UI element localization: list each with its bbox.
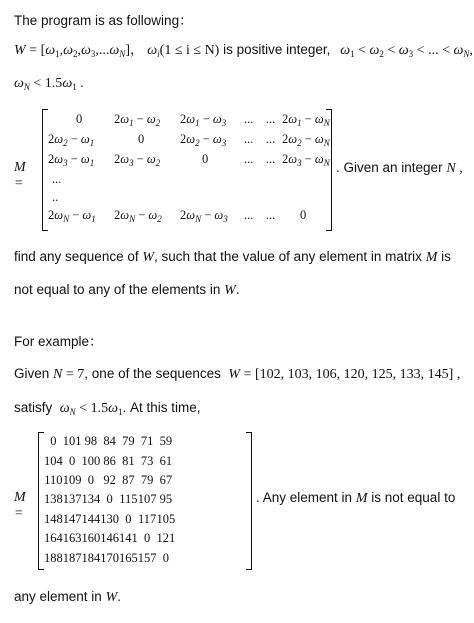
matrix-cell: 0: [300, 208, 307, 222]
matrix-cell: $2\omega_1 - \omega_N$: [282, 112, 330, 128]
matrix-cell: 0: [87, 472, 94, 487]
matrix-cell: 0: [202, 152, 209, 166]
matrix-row: [44, 471, 175, 490]
matrix-cell: 81: [122, 453, 135, 468]
matrix-cell: 0: [144, 531, 151, 546]
matrix-cell: 115: [119, 492, 138, 507]
matrix-cell: $2\omega_2 - \omega_3$: [180, 132, 227, 148]
matrix-cell: 163: [62, 531, 82, 546]
matrix-cell: 160: [81, 531, 101, 546]
matrix-cell: 92: [103, 472, 116, 487]
matrix-cell: 184: [81, 550, 101, 565]
matrix-cell: 137: [62, 492, 82, 507]
matrix-cell: ... ...: [244, 112, 276, 126]
matrix-values: [44, 432, 175, 568]
matrix-cell: ... ...: [244, 152, 276, 166]
matrix-cell: 84: [103, 434, 116, 449]
matrix-row: [44, 529, 175, 548]
matrix-cell: 157: [137, 550, 157, 565]
matrix-cell: 86: [103, 453, 116, 468]
matrix-cell: 67: [159, 472, 173, 487]
matrix-cell: 110: [44, 472, 63, 487]
matrix-row: [44, 490, 175, 509]
matrix-cell: 107: [137, 492, 157, 507]
matrix-cell: 0: [138, 132, 145, 146]
matrix-cell: 105: [156, 511, 176, 526]
ordering-formula: $\omega_1 < \omega_2 < \omega_3$ < ... < $\omega_N$,: [340, 43, 473, 59]
matrix-cell: 79: [122, 434, 135, 449]
matrix-cell: 138: [44, 492, 63, 507]
matrix-cell: $2\omega_2 - \omega_1$: [48, 132, 95, 148]
matrix-cell: 104: [44, 453, 63, 468]
w-definition-formula: $W = [\omega_1,\omega_2,\omega_3,...\omega_N]$: [14, 43, 130, 59]
matrix-cell: ...: [52, 172, 62, 186]
matrix-cell: 79: [140, 472, 154, 487]
matrix-cell: 187: [62, 550, 82, 565]
find-line: find any sequence of W, such that the value of any element in matrix M is: [14, 249, 451, 265]
w-definition-line: $W = [\omega_1,\omega_2,\omega_3,...\omega_N]$， $\omega_i(1 \le i \le N)$ is positive integer, $\omega_1 < \omega_2 < \omega_3$ < ... < $\omega_N$,: [14, 42, 473, 59]
example-label: For example：: [14, 334, 103, 349]
matrix-cell: 59: [159, 434, 173, 449]
matrix-cell: $2\omega_3 - \omega_N$: [282, 152, 330, 168]
matrix-cell: 130: [100, 511, 119, 526]
matrix-cell: $2\omega_3 - \omega_2$: [114, 152, 161, 168]
positive-integer-text: is positive integer,: [219, 42, 331, 57]
matrix-cell: 101: [62, 434, 82, 449]
matrix-cell: 0: [106, 492, 113, 507]
matrix-cell: $2\omega_3 - \omega_1$: [48, 152, 95, 168]
matrix-cell: 134: [81, 492, 101, 507]
matrix-cell: 95: [159, 492, 173, 507]
matrix-cell: ..: [52, 190, 59, 204]
matrix-row: [44, 510, 175, 529]
w-condition-line: [14, 74, 84, 96]
matrix-cell: 109: [62, 472, 82, 487]
matrix-cell: 144: [81, 511, 101, 526]
matrix-cell: 147: [62, 511, 82, 526]
matrix-cell: 61: [159, 453, 173, 468]
matrix-cell: $2\omega_1 - \omega_3$: [180, 112, 227, 128]
matrix-cell: $2\omega_1 - \omega_2$: [114, 112, 161, 128]
matrix-cell: 146: [100, 531, 119, 546]
matrix-label: M =: [14, 490, 26, 521]
matrix-row: [44, 451, 175, 470]
matrix-cell: 87: [122, 472, 135, 487]
matrix-cell: 0: [76, 112, 83, 126]
matrix-cell: $2\omega_N - \omega_3$: [180, 208, 228, 224]
matrix-cell: 0: [162, 550, 169, 565]
given-line: Given N = 7, one of the sequences W = [102, 103, 106, 120, 125, 133, 145] ,: [14, 366, 461, 382]
w-condition-formula: $\omega_N < 1.5\omega_1$ .: [14, 76, 84, 92]
matrix-row: [44, 432, 175, 451]
matrix-cell: 71: [140, 434, 154, 449]
matrix-cell: $2\omega_N - \omega_1$: [48, 208, 96, 224]
matrix-cell: 165: [119, 550, 138, 565]
matrix-cell: 148: [44, 511, 63, 526]
matrix-cell: 164: [44, 531, 63, 546]
matrix-cell: ... ...: [244, 208, 276, 222]
matrix-label: M =: [14, 160, 26, 191]
matrix-cell: 188: [44, 550, 63, 565]
any-element-text: . Any element in M is not equal to: [256, 490, 456, 506]
matrix-cell: 0: [50, 434, 57, 449]
right-bracket: [246, 432, 252, 570]
matrix-cell: 98: [84, 434, 98, 449]
given-integer-text: . Given an integer N ,: [336, 160, 463, 176]
matrix-cell: 141: [119, 531, 138, 546]
satisfy-line: satisfy $\omega_N < 1.5\omega_1$. At this time,: [14, 400, 201, 417]
final-line: any element in W.: [14, 589, 122, 605]
omega-i-symbol: $\omega_i(1 \le i \le N)$: [147, 43, 220, 59]
matrix-cell: $2\omega_2 - \omega_N$: [282, 132, 330, 148]
matrix-cell: 100: [81, 453, 101, 468]
matrix-cell: 0: [69, 453, 76, 468]
matrix-cell: 170: [100, 550, 119, 565]
matrix-cell: 0: [125, 511, 132, 526]
matrix-cell: 73: [140, 453, 154, 468]
matrix-cell: $2\omega_N - \omega_2$: [114, 208, 162, 224]
not-equal-line: not equal to any of the elements in W.: [14, 282, 240, 298]
matrix-cell: 121: [156, 531, 176, 546]
intro-line: The program is as following：: [14, 13, 193, 28]
matrix-cell: ... ...: [244, 132, 276, 146]
matrix-row: [44, 548, 175, 567]
matrix-cell: 117: [137, 511, 157, 526]
